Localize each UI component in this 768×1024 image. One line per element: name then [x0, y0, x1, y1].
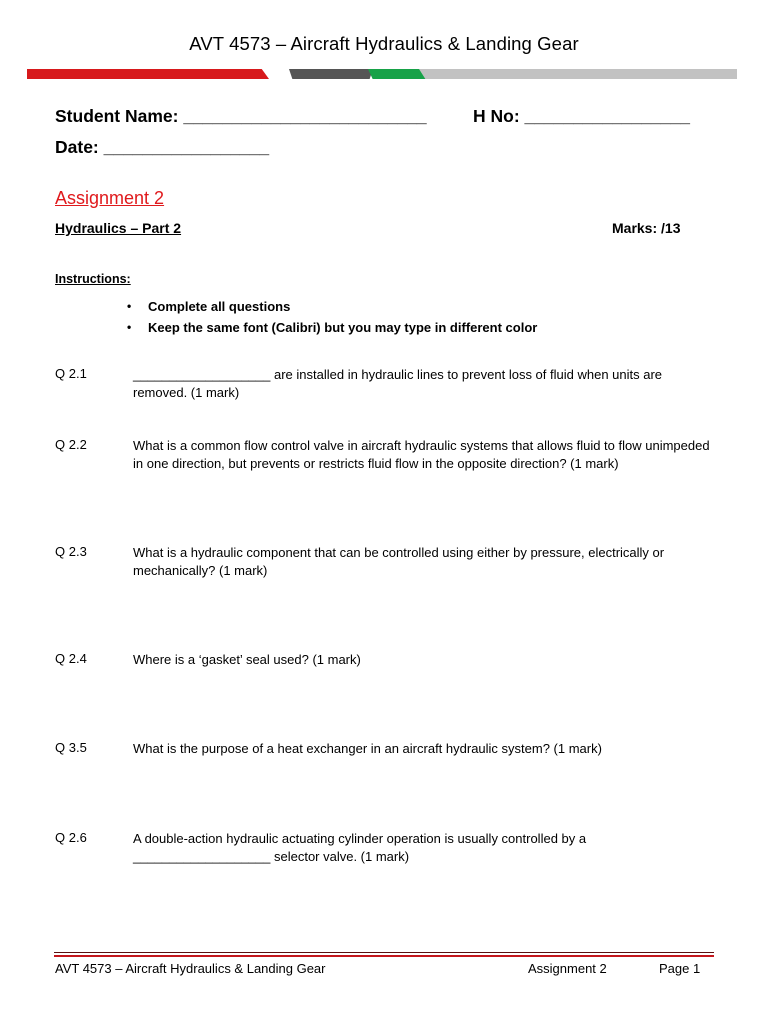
student-name-field: Student Name: _________________________ — [55, 106, 427, 126]
header-bar-light-gray — [419, 69, 737, 79]
header-bar-green — [368, 69, 426, 79]
footer-divider-red — [54, 955, 714, 957]
question-text: Where is a ‘gasket’ seal used? (1 mark) — [133, 652, 361, 667]
footer-page-number: Page 1 — [659, 961, 701, 976]
question-number: Q 2.4 — [55, 651, 87, 666]
date-field: Date: _________________ — [55, 137, 270, 157]
header-bar-dark-gray — [289, 69, 373, 79]
instructions-list — [127, 296, 537, 338]
footer-title: AVT 4573 – Aircraft Hydraulics & Landing Gear — [55, 961, 326, 976]
question-number: Q 2.2 — [55, 437, 87, 452]
footer-divider-dark — [54, 952, 714, 953]
bullet-icon: • — [127, 320, 132, 334]
instructions-label: Instructions: — [55, 272, 131, 286]
instruction-text: Complete all questions — [148, 299, 291, 314]
question-number: Q 2.6 — [55, 830, 87, 845]
question-text: What is a hydraulic component that can be controlled using either by pressure, electrically or mechanically? (1 mark) — [133, 545, 665, 578]
document-header-title: AVT 4573 – Aircraft Hydraulics & Landing Gear — [189, 33, 579, 54]
bullet-icon: • — [127, 299, 132, 313]
question-text: ___________________ are installed in hydraulic lines to prevent loss of fluid when units are removed. (1 mark) — [133, 367, 663, 400]
instruction-item — [127, 296, 537, 317]
instruction-text: Keep the same font (Calibri) but you may type in different color — [148, 320, 538, 335]
assignment-title: Assignment 2 — [55, 188, 165, 208]
question-text: A double-action hydraulic actuating cylinder operation is usually controlled by a ___________________ selector valve. (1 mark) — [133, 831, 587, 864]
question-text: What is the purpose of a heat exchanger in an aircraft hydraulic system? (1 mark) — [133, 741, 602, 756]
header-bar-red — [27, 69, 269, 79]
question-number: Q 2.3 — [55, 544, 87, 559]
instruction-item — [127, 317, 537, 338]
h-no-field: H No: _________________ — [473, 106, 690, 126]
question-text: What is a common flow control valve in aircraft hydraulic systems that allows fluid to flow unimpeded in one direction, but prevents or restricts fluid flow in the opposite direction? (1 mark) — [133, 438, 710, 471]
question-number: Q 3.5 — [55, 740, 87, 755]
part-title: Hydraulics – Part 2 — [55, 220, 182, 236]
marks-label: Marks: /13 — [612, 220, 681, 236]
footer-assignment: Assignment 2 — [528, 961, 607, 976]
question-number: Q 2.1 — [55, 366, 87, 381]
